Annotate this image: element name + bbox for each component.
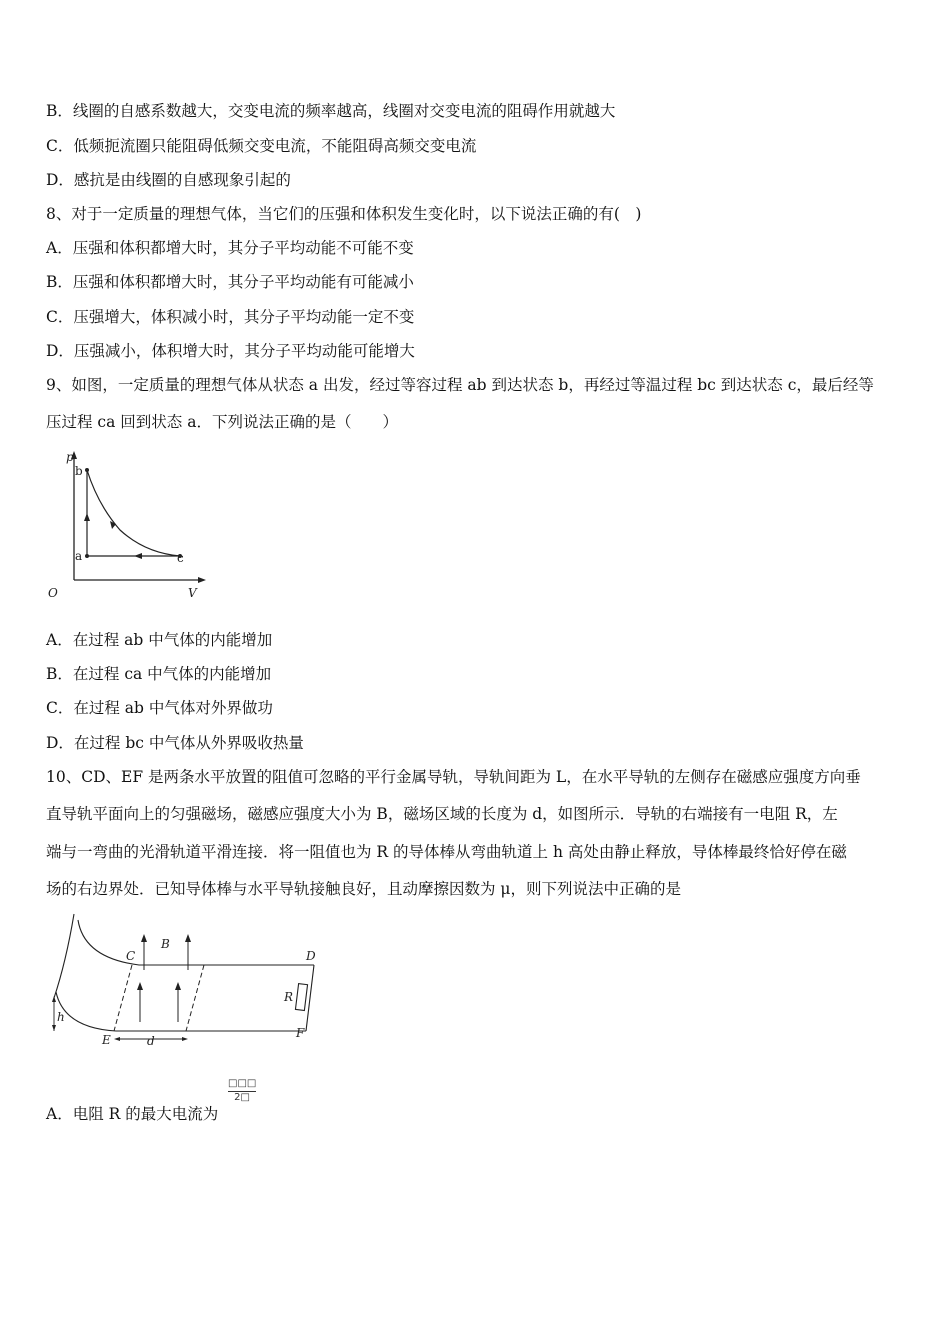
question-10-line-4: 场的右边界处．已知导体棒与水平导轨接触良好，且动摩擦因数为 μ，则下列说法中正确的是	[46, 880, 682, 898]
pv-diagram	[40, 445, 215, 605]
origin-label: O	[48, 586, 58, 600]
label-r: R	[284, 990, 294, 1004]
line-b-choice: B．线圈的自感系数越大，交变电流的频率越高，线圈对交变电流的阻碍作用就越大	[46, 102, 616, 120]
line-d-choice: D．感抗是由线圈的自感现象引起的	[46, 171, 291, 189]
point-c-label: c	[177, 551, 184, 565]
question-10-line-1: 10、CD、EF 是两条水平放置的阻值可忽略的平行金属导轨，导轨间距为 L，在水平导轨的左侧存在磁感应强度方向垂	[46, 768, 861, 786]
label-c: C	[126, 949, 136, 963]
question-8: 8、对于一定质量的理想气体，当它们的压强和体积发生变化时，以下说法正确的有( )	[46, 205, 642, 223]
label-d: D	[306, 949, 316, 963]
q9-option-d: D．在过程 bc 中气体从外界吸收热量	[46, 734, 304, 752]
fraction-numerator: □□□	[228, 1078, 256, 1092]
point-b-label: b	[75, 464, 83, 478]
q9-option-b: B．在过程 ca 中气体的内能增加	[46, 665, 272, 683]
label-h: h	[57, 1010, 65, 1024]
line-c-choice: C．低频扼流圈只能阻碍低频交变电流，不能阻碍高频交变电流	[46, 137, 477, 155]
fraction-image	[228, 1078, 256, 1104]
q9-option-a: A．在过程 ab 中气体的内能增加	[46, 631, 273, 649]
label-d-length: d	[147, 1034, 155, 1048]
q8-option-d: D．压强减小，体积增大时，其分子平均动能可能增大	[46, 342, 415, 360]
rail-diagram	[44, 910, 334, 1050]
label-f: F	[296, 1026, 305, 1040]
q10-option-a: A．电阻 R 的最大电流为	[46, 1105, 219, 1123]
q8-option-c: C．压强增大，体积减小时，其分子平均动能一定不变	[46, 308, 415, 326]
fraction-denominator: 2□	[234, 1092, 250, 1103]
label-b-field: B	[161, 937, 170, 951]
q8-option-b: B．压强和体积都增大时，其分子平均动能有可能减小	[46, 273, 414, 291]
point-a-label: a	[75, 549, 83, 563]
q9-option-c: C．在过程 ab 中气体对外界做功	[46, 699, 273, 717]
p-axis-label: p	[66, 450, 74, 464]
question-10-line-3: 端与一弯曲的光滑轨道平滑连接．将一阻值也为 R 的导体棒从弯曲轨道上 h 高处由静止释放，导体棒最终恰好停在磁	[46, 843, 847, 861]
question-9-line-2: 压过程 ca 回到状态 a．下列说法正确的是（ ）	[46, 413, 398, 431]
question-10-line-2: 直导轨平面向上的匀强磁场，磁感应强度大小为 B，磁场区域的长度为 d，如图所示．导轨的右端接有一电阻 R，左	[46, 805, 838, 823]
label-e: E	[102, 1033, 111, 1047]
v-axis-label: V	[188, 586, 197, 600]
q8-option-a: A．压强和体积都增大时，其分子平均动能不可能不变	[46, 239, 414, 257]
question-9-line-1: 9、如图，一定质量的理想气体从状态 a 出发，经过等容过程 ab 到达状态 b，再经过等温过程 bc 到达状态 c，最后经等	[46, 376, 874, 394]
